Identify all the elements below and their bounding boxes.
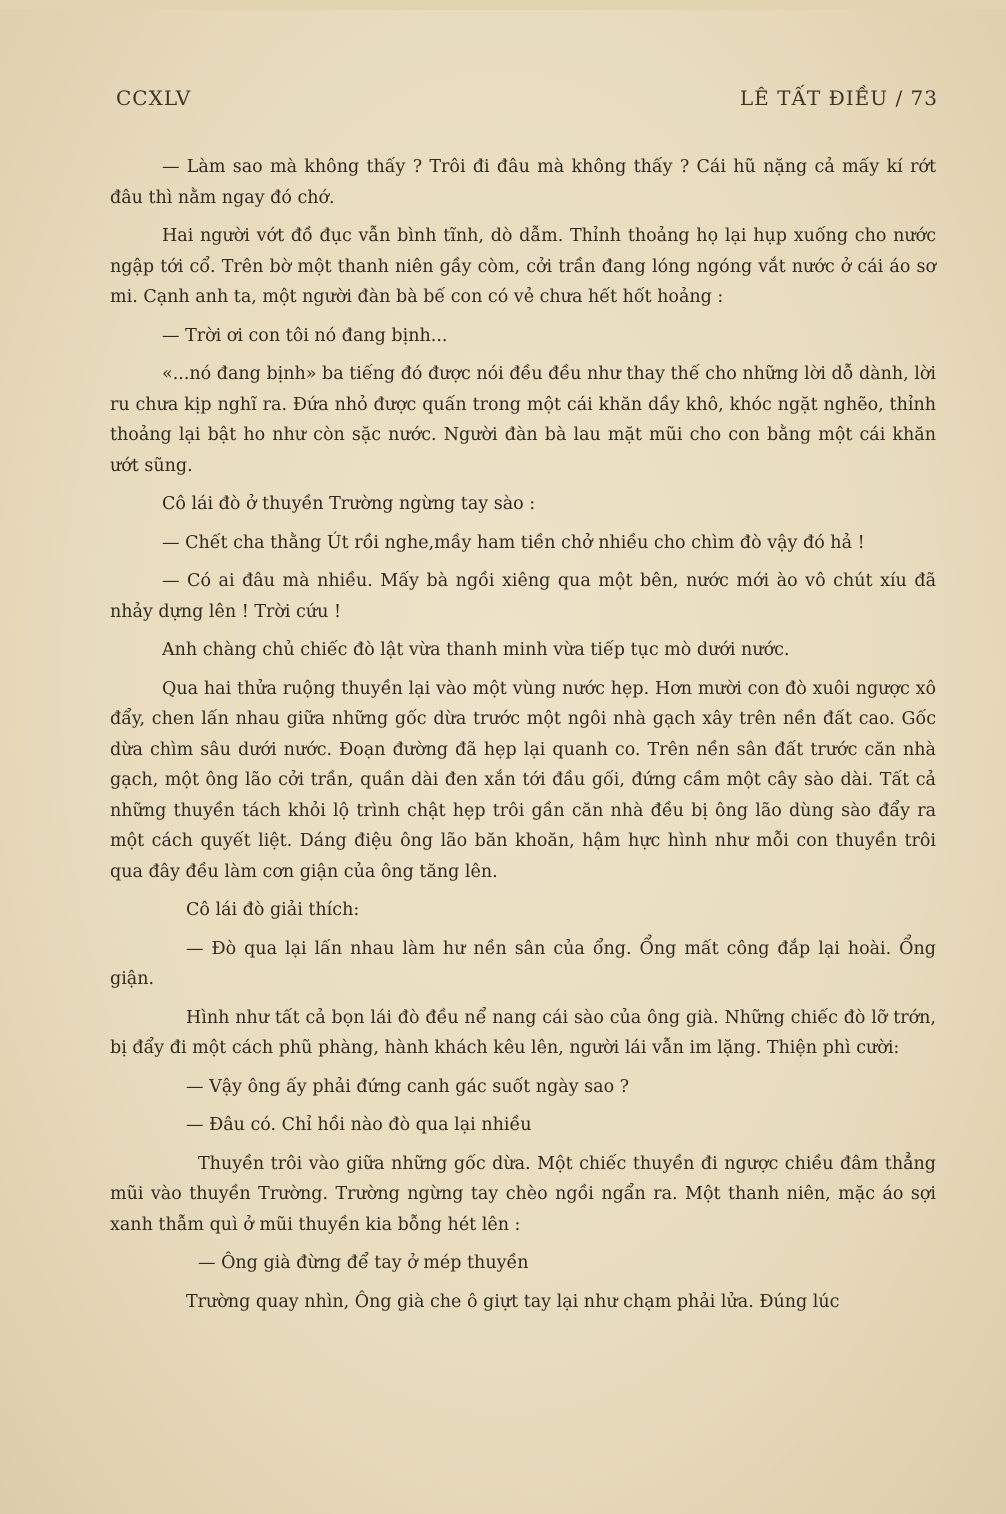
paragraph: «...nó đang bịnh» ba tiếng đó được nói đều đều như thay thế cho những lời dỗ dành, lời ru chưa kịp nghĩ ra. Đứa nhỏ được quấn trong một cái khăn dầy khô, khóc ngặt nghẽo, thỉnh thoảng lại bật ho như còn sặc nước. Người đàn bà lau mặt mũi cho con bằng một cái khăn ướt sũng. [110, 364, 936, 476]
paragraph: Cô lái đò ở thuyền Trường ngừng tay sào : [162, 494, 536, 514]
paragraph: — Có ai đâu mà nhiều. Mấy bà ngồi xiêng qua một bên, nước mới ào vô chút xíu đã nhảy dựng lên ! Trời cứu ! [110, 571, 936, 622]
paragraph: — Đò qua lại lấn nhau làm hư nền sân của ổng. Ổng mất công đắp lại hoài. Ổng giận. [110, 938, 936, 989]
paragraph: — Vậy ông ấy phải đứng canh gác suốt ngày sao ? [186, 1076, 630, 1097]
paragraph: — Làm sao mà không thấy ? Trôi đi đâu mà không thấy ? Cái hũ nặng cả mấy kí rớt đâu thì nằm ngay đó chớ. [110, 157, 936, 208]
page-top-edge [0, 0, 1006, 10]
paragraph: Hai người vớt đồ đục vẫn bình tĩnh, dò dẫm. Thỉnh thoảng họ lại hụp xuống cho nước ngập tới cổ. Trên bờ một thanh niên gầy còm, cởi trần đang lóng ngóng vắt nước ở cái áo sơ mi. Cạnh anh ta, một người đàn bà bế con có vẻ chưa hết hốt hoảng : [110, 226, 936, 307]
paragraph: Thuyền trôi vào giữa những gốc dừa. Một chiếc thuyền đi ngược chiều đâm thẳng mũi vào thuyền Trường. Trường ngừng tay chèo ngồi ngẩn ra. Một thanh niên, mặc áo sợi xanh thẫm quì ở mũi thuyền kia bỗng hét lên : [110, 1153, 936, 1235]
paragraph: — Đâu có. Chỉ hồi nào đò qua lại nhiều [186, 1115, 532, 1135]
running-header [116, 86, 938, 118]
paragraph: — Chết cha thằng Út rồi nghe,mầy ham tiền chở nhiều cho chìm đò vậy đó hả ! [162, 532, 865, 553]
paragraph: Anh chàng chủ chiếc đò lật vừa thanh minh vừa tiếp tục mò dưới nước. [162, 640, 790, 660]
page-body-text [110, 152, 936, 1317]
chapter-number: CCXLV [116, 86, 192, 110]
paragraph: Qua hai thửa ruộng thuyền lại vào một vùng nước hẹp. Hơn mười con đò xuôi ngược xô đẩy, chen lấn nhau giữa những gốc dừa trước một ngôi nhà gạch xây trên nền đất cao. Gốc dừa chìm sâu dưới nước. Đoạn đường đã hẹp lại quanh co. Trên nền sân đất trước căn nhà gạch, một ông lão cởi trần, quần dài đen xắn tới đầu gối, đứng cầm một cây sào dài. Tất cả những thuyền tách khỏi lộ trình chật hẹp trôi gần căn nhà đều bị ông lão dùng sào đẩy ra một cách quyết liệt. Dáng điệu ông lão băn khoăn, hậm hực hình như mỗi con thuyền trôi qua đây đều làm cơn giận của ông tăng lên. [110, 678, 936, 882]
paragraph: — Trời ơi con tôi nó đang bịnh... [162, 325, 448, 346]
paragraph: Cô lái đò giải thích: [186, 900, 360, 920]
author-and-page-number: LÊ TẤT ĐIỀU / 73 [739, 86, 938, 110]
paragraph: — Ông già đừng để tay ở mép thuyền [198, 1253, 529, 1273]
paragraph: Trường quay nhìn, Ông già che ô giựt tay lại như chạm phải lửa. Đúng lúc [186, 1291, 840, 1312]
paragraph: Hình như tất cả bọn lái đò đều nể nang cái sào của ông già. Những chiếc đò lỡ trớn, bị đẩy đi một cách phũ phàng, hành khách kêu lên, người lái vẫn im lặng. Thiện phì cười: [110, 1007, 936, 1058]
